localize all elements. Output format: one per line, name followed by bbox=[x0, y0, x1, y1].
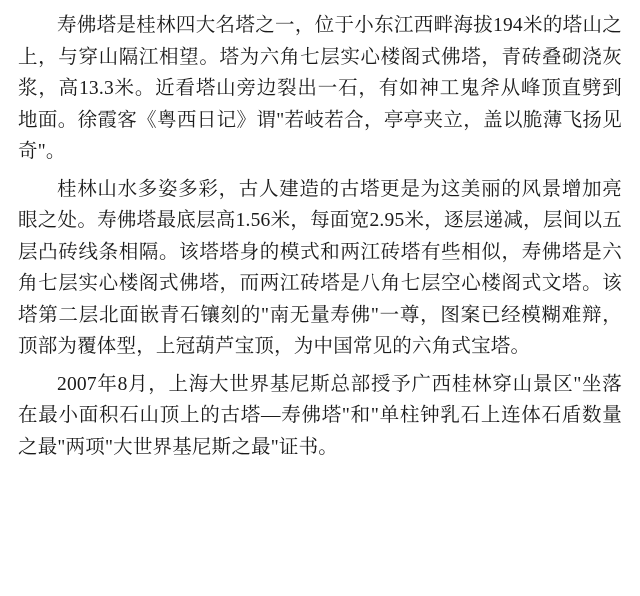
paragraph-2: 桂林山水多姿多彩，古人建造的古塔更是为这美丽的风景增加亮眼之处。寿佛塔最底层高1.56米，每面宽2.95米，逐层递减，层间以五层凸砖线条相隔。该塔塔身的模式和两江砖塔有些相似，寿佛塔是六角七层实心楼阁式佛塔，而两江砖塔是八角七层空心楼阁式文塔。该塔第二层北面嵌青石镶刻的"南无量寿佛"一尊，图案已经模糊难辩，顶部为覆体型，上冠葫芦宝顶，为中国常见的六角式宝塔。 bbox=[18, 178, 622, 357]
paragraph-3: 2007年8月，上海大世界基尼斯总部授予广西桂林穿山景区"坐落在最小面积石山顶上的古塔—寿佛塔"和"单柱钟乳石上连体石盾数量之最"两项"大世界基尼斯之最"证书。 bbox=[18, 373, 622, 458]
paragraph-1: 寿佛塔是桂林四大名塔之一，位于小东江西畔海拔194米的塔山之上，与穿山隔江相望。塔为六角七层实心楼阁式佛塔，青砖叠砌浇灰浆，高13.3米。近看塔山旁边裂出一石，有如神工鬼斧从峰顶直劈到地面。徐霞客《粤西日记》谓"若岐若合，亭亭夹立，盖以脆薄飞扬见奇"。 bbox=[18, 15, 622, 162]
